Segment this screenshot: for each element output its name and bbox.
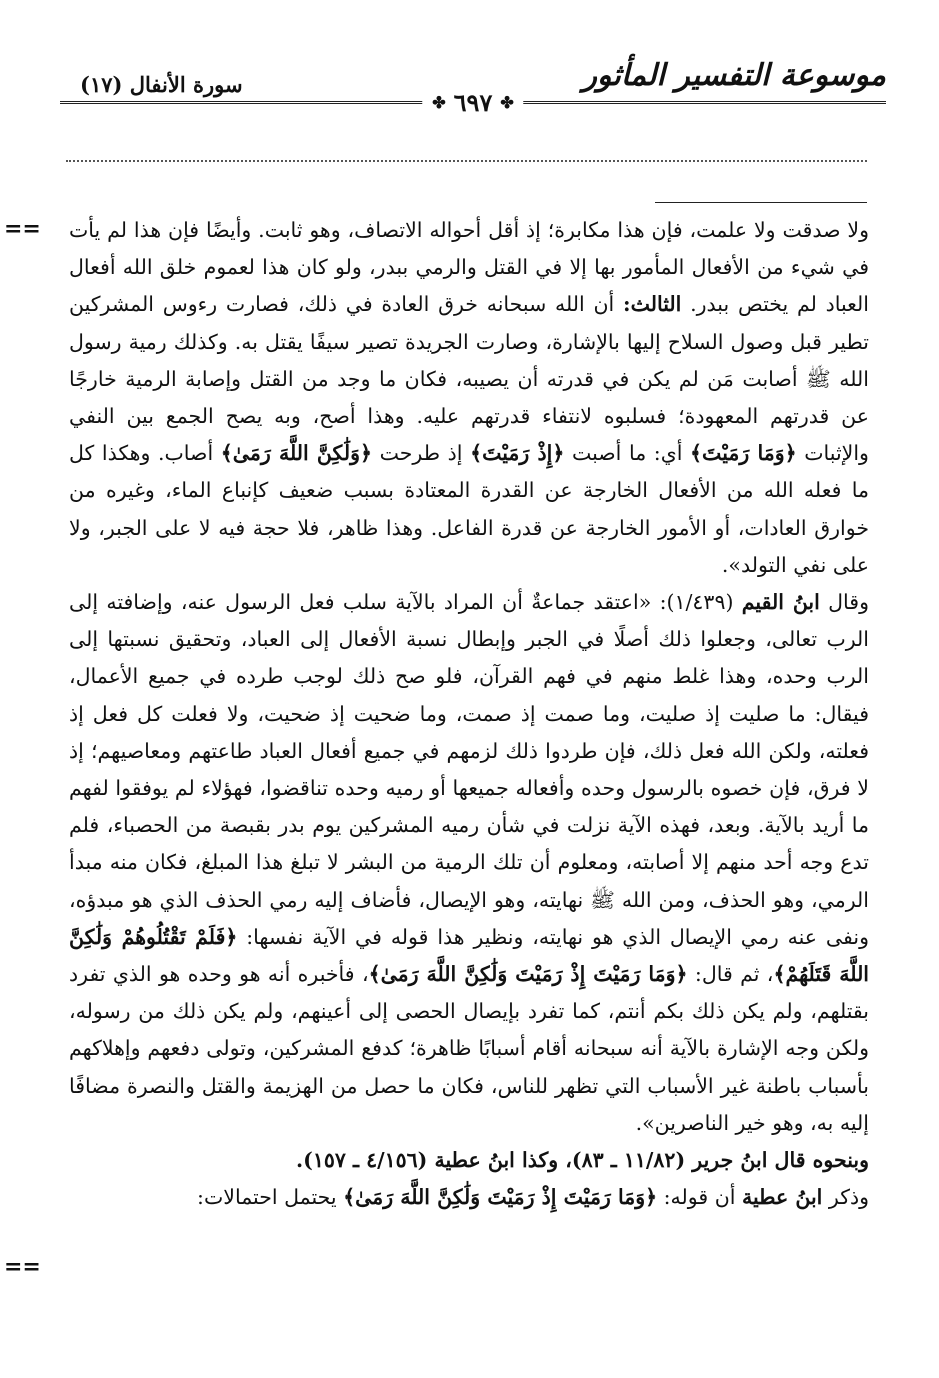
paragraph-3: وبنحوه قال ابنُ جرير (١١/٨٢ ـ ٨٣)، وكذا ابنُ عطية (٤/١٥٦ ـ ١٥٧). [295,1148,869,1173]
page-header [60,58,886,118]
quran-verse: ﴿وَمَا رَمَيْتَ إِذْ رَمَيْتَ وَلَٰكِنَّ اللَّهَ رَمَىٰ﴾ [368,962,688,987]
page-number: ٦٩٧ [453,88,493,117]
continuation-mark-top: == [4,216,41,242]
continuation-mark-bottom: == [4,1254,41,1280]
ornament-icon: ✤ [500,93,514,112]
dotted-separator [66,160,867,162]
scholar-name: ابنُ عطية [741,1185,823,1210]
quran-verse: ﴿وَمَا رَمَيْتَ إِذْ رَمَيْتَ وَلَٰكِنَّ اللَّهَ رَمَىٰ﴾ [343,1185,658,1210]
footnote-text [69,212,869,1216]
quran-verse: ﴿فَلَمْ تَقْتُلُوهُمْ وَلَٰكِنَّ اللَّهَ قَتَلَهُمْ﴾ [69,924,870,987]
quran-verse: ﴿إِذْ رَمَيْتَ﴾ [470,441,565,466]
point-label: الثالث: [623,292,682,317]
scholar-name: ابنُ القيم [741,590,820,615]
paragraph-4: وذكر ابنُ عطية أن قوله: ﴿وَمَا رَمَيْتَ إِذْ رَمَيْتَ وَلَٰكِنَّ اللَّهَ رَمَىٰ﴾ يحتمل احتمالات: [197,1185,869,1210]
quran-verse: ﴿وَلَٰكِنَّ اللَّهَ رَمَىٰ﴾ [220,441,372,466]
paragraph-1: ولا صدقت ولا علمت، فإن هذا مكابرة؛ إذ أقل أحواله الاتصاف، وهو ثابت. وأيضًا فإن هذا لم يأت في شيء من الأفعال المأمور بها إلا في القتل والرمي ببدر، ولو كان هذا لعموم خلق الله أفعال العباد لم يختص ببدر. الثالث: أن الله سبحانه خرق العادة في ذلك، فصارت رءوس المشركين تطير قبل وصول السلاح إليها بالإشارة، وصارت الجريدة تصير سيفًا يقتل به. وكذلك رمية رسول الله ﷺ أصابت مَن لم يكن في قدرته أن يصيبه، فكان ما وجد من القتل وإصابة الرمية خارجًا عن قدرتهم المعهودة؛ فسلبوه لانتفاء قدرتهم عليه. وهذا أصح، وبه يصح الجمع بين النفي والإثبات ﴿وَمَا رَمَيْتَ﴾ أي: ما أصبت ﴿إِذْ رَمَيْتَ﴾ إذ طرحت ﴿وَلَٰكِنَّ اللَّهَ رَمَىٰ﴾ أصاب. وهكذا كل ما فعله الله من الأفعال الخارجة عن القدرة المعتادة بسبب ضعيف كإنباع الماء، وغيره من خوارق العادات، أو الأمور الخارجة عن قدرة الفاعل. وهذا ظاهر، فلا حجة فيه لا على الجبر، ولا على نفي التولد». [69,218,869,577]
quran-verse: ﴿وَمَا رَمَيْتَ﴾ [690,441,797,466]
book-title: موسوعة التفسير المأثور [582,58,886,93]
paragraph-2: وقال ابنُ القيم (١/٤٣٩): «اعتقد جماعةٌ أن المراد بالآية سلب فعل الرسول عنه، وإضافته إلى الرب تعالى، وجعلوا ذلك أصلًا في الجبر وإبطال نسبة الأفعال إلى العباد، وتحقيق نسبتها إلى الرب وحده، وهذا غلط منهم في فهم القرآن، فلو صح ذلك لوجب طرده في جميع الأعمال، فيقال: ما صليت إذ صليت، وما صمت إذ صمت، وما ضحيت إذ ضحيت، ولا فعلت كل فعل إذ فعلته، ولكن الله فعل ذلك، فإن طردوا ذلك لزمهم في جميع أفعال العباد طاعتهم ومعاصيهم؛ إذ لا فرق، فإن خصوه بالرسول وحده وأفعاله جميعها أو رميه وحده تناقضوا، فهؤلاء لم يوفقوا لفهم ما أريد بالآية. وبعد، فهذه الآية نزلت في شأن رميه المشركين يوم بدر بقبصة من الحصباء، فلم تدع وجه أحد منهم إلا أصابته، ومعلوم أن تلك الرمية من البشر لا تبلغ هذا المبلغ، فكان منه مبدأ الرمي، وهو الحذف، ومن الله ﷺ نهايته، وهو الإيصال، فأضاف إليه رمي الحذف الذي هو مبدؤه، ونفى عنه رمي الإيصال الذي هو نهايته، ونظير هذا قوله في الآية نفسها: ﴿فَلَمْ تَقْتُلُوهُمْ وَلَٰكِنَّ اللَّهَ قَتَلَهُمْ﴾، ثم قال: ﴿وَمَا رَمَيْتَ إِذْ رَمَيْتَ وَلَٰكِنَّ اللَّهَ رَمَىٰ﴾، فأخبره أنه هو وحده هو الذي تفرد بقتلهم، ولم يكن ذلك بكم أنتم، كما تفرد بإيصال الحصى إلى أعينهم، ولم يكن ذلك من رسوله، ولكن وجه الإشارة بالآية أنه سبحانه أقام أسبابًا ظاهرة؛ كدفع المشركين، وتولى دفعهم وإهلاكهم بأسباب باطنة غير الأسباب التي تظهر للناس، فكان ما حصل من الهزيمة والقتل والنصرة مضافًا إليه به، وهو خير الناصرين». [69,590,870,1135]
footnote-rule [655,202,867,203]
ornament-icon: ✤ [432,93,446,112]
surah-label: سورة الأنفال (١٧) [80,72,243,97]
page-number-box [422,88,523,117]
